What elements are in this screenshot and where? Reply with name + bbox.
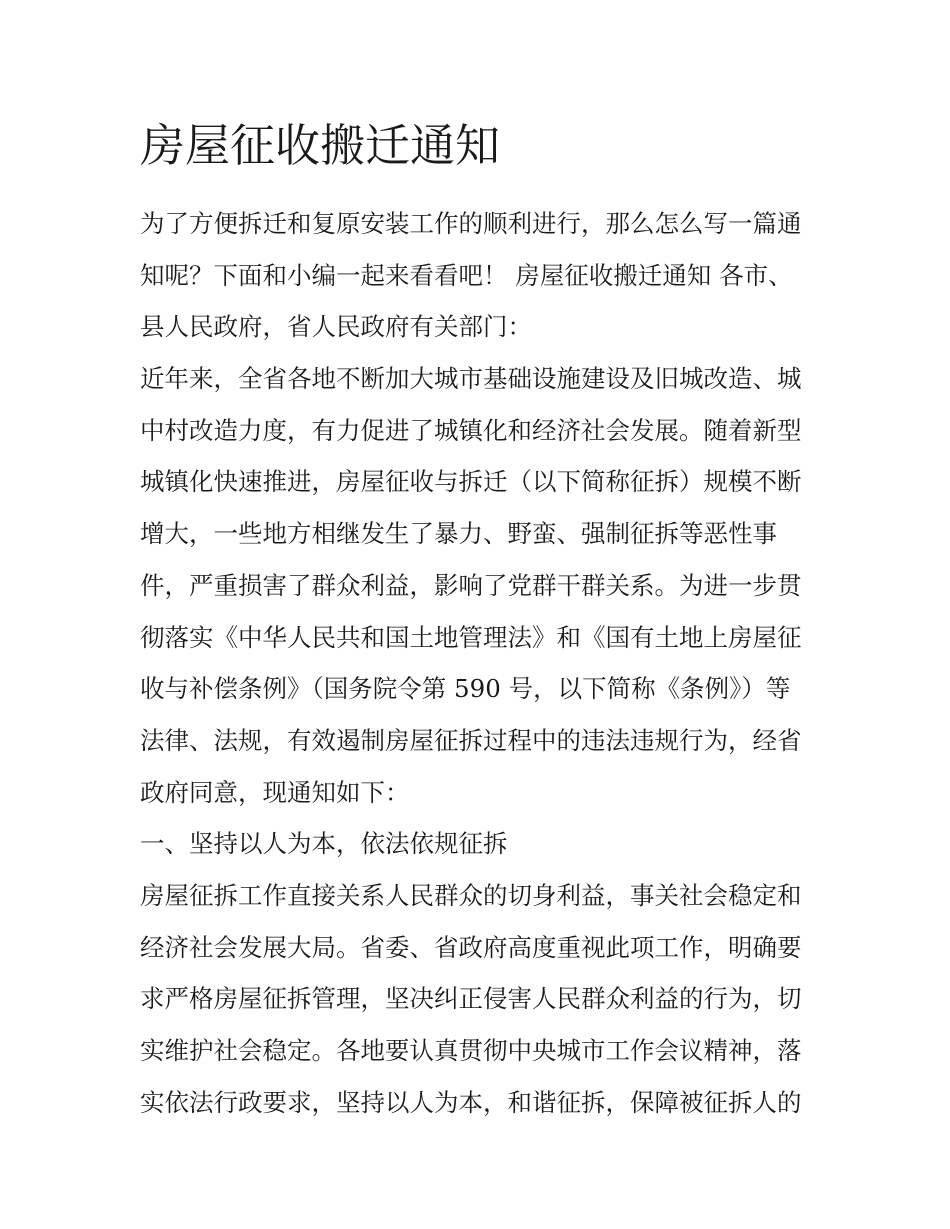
body-line: 知呢？下面和小编一起来看看吧！ 房屋征收搬迁通知 各市、 (140, 260, 793, 290)
body-line: 件，严重损害了群众利益，影响了党群干群关系。为进一步贯 (140, 570, 802, 600)
section-heading: 一、坚持以人为本，依法依规征拆 (140, 829, 508, 859)
body-line: 法律、法规，有效遏制房屋征拆过程中的违法违规行为，经省 (140, 725, 802, 755)
body-line: 县人民政府，省人民政府有关部门： (140, 312, 532, 342)
body-line: 收与补偿条例》（国务院令第 590 号，以下简称《条例》）等 (140, 674, 791, 704)
body-line: 实依法行政要求，坚持以人为本，和谐征拆，保障被征拆人的 (140, 1087, 802, 1117)
body-line: 增大，一些地方相继发生了暴力、野蛮、强制征拆等恶性事 (140, 519, 777, 549)
body-line: 求严格房屋征拆管理，坚决纠正侵害人民群众利益的行为，切 (140, 984, 802, 1014)
body-line: 经济社会发展大局。省委、省政府高度重视此项工作，明确要 (140, 932, 802, 962)
body-line: 中村改造力度，有力促进了城镇化和经济社会发展。随着新型 (140, 415, 802, 445)
body-line: 彻落实《中华人民共和国土地管理法》和《国有土地上房屋征 (140, 622, 802, 652)
body-line: 城镇化快速推进，房屋征收与拆迁（以下简称征拆）规模不断 (140, 467, 802, 497)
document-body (140, 198, 820, 1128)
body-line: 政府同意，现通知如下： (140, 777, 410, 807)
body-line: 实维护社会稳定。各地要认真贯彻中央城市工作会议精神，落 (140, 1036, 802, 1065)
body-line: 为了方便拆迁和复原安装工作的顺利进行，那么怎么写一篇通 (140, 209, 802, 238)
body-line: 房屋征拆工作直接关系人民群众的切身利益，事关社会稳定和 (140, 880, 802, 910)
body-line: 近年来，全省各地不断加大城市基础设施建设及旧城改造、城 (140, 364, 802, 394)
document-title: 房屋征收搬迁通知 (140, 119, 501, 172)
